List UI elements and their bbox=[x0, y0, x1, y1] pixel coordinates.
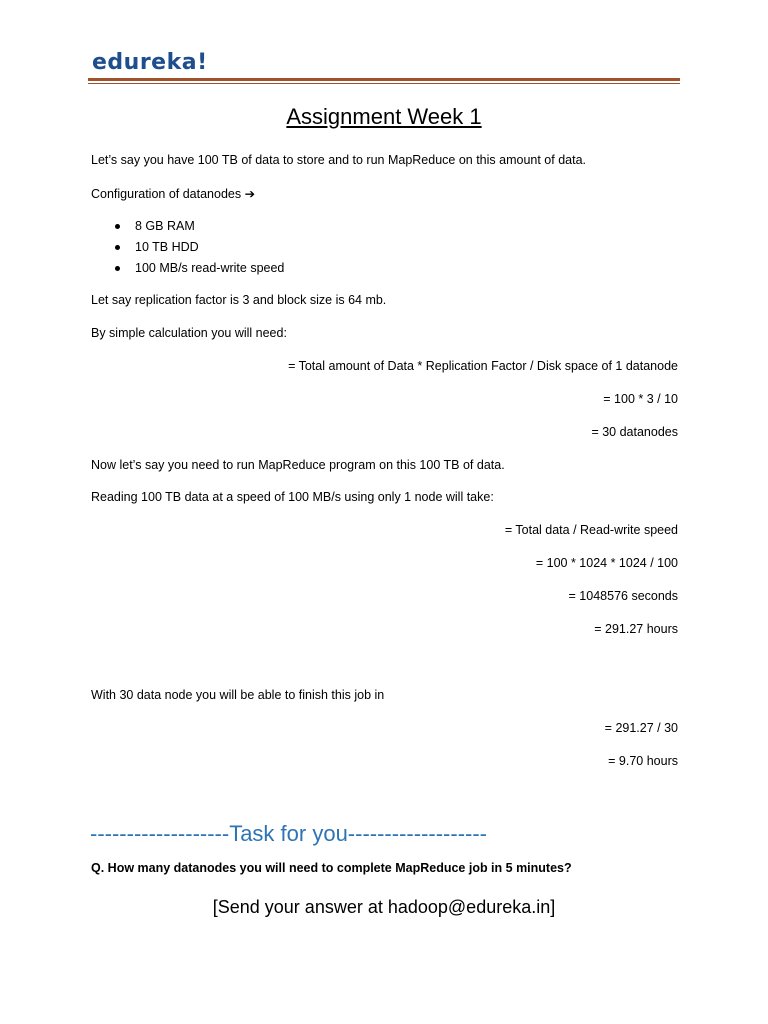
bullet-icon bbox=[115, 266, 120, 271]
calc2-line: = Total data / Read-write speed bbox=[504, 523, 678, 537]
header-rule-thick bbox=[88, 78, 680, 81]
list-item-text: 8 GB RAM bbox=[135, 219, 195, 233]
page-title: Assignment Week 1 bbox=[286, 104, 482, 129]
list-item bbox=[91, 260, 284, 281]
right-arrow-icon: ➔ bbox=[244, 187, 256, 201]
calc3-line: = 291.27 / 30 bbox=[604, 721, 678, 735]
calc2-line: = 291.27 hours bbox=[594, 622, 678, 636]
config-line bbox=[91, 186, 255, 201]
calc2-line: = 100 * 1024 * 1024 / 100 bbox=[535, 556, 678, 570]
bullet-icon bbox=[115, 224, 120, 229]
task-question: Q. How many datanodes you will need to complete MapReduce job in 5 minutes? bbox=[91, 861, 572, 875]
calc1-line: = Total amount of Data * Replication Factor / Disk space of 1 datanode bbox=[288, 359, 678, 373]
list-item-text: 100 MB/s read-write speed bbox=[135, 261, 285, 275]
reading-paragraph: Reading 100 TB data at a speed of 100 MB/s using only 1 node will take: bbox=[91, 490, 494, 504]
nodes-paragraph: With 30 data node you will be able to finish this job in bbox=[91, 688, 385, 702]
config-label: Configuration of datanodes bbox=[91, 187, 242, 201]
send-answer-line: [Send your answer at hadoop@edureka.in] bbox=[212, 897, 556, 917]
list-item bbox=[91, 239, 284, 260]
calc2-line: = 1048576 seconds bbox=[568, 589, 678, 603]
calc1-line: = 30 datanodes bbox=[591, 425, 678, 439]
task-heading: -------------------Task for you------------------- bbox=[90, 821, 487, 846]
intro-paragraph: Let’s say you have 100 TB of data to store and to run MapReduce on this amount of data. bbox=[91, 153, 586, 167]
list-item-text: 10 TB HDD bbox=[135, 240, 199, 254]
calc-intro-paragraph: By simple calculation you will need: bbox=[91, 326, 287, 340]
list-item bbox=[91, 218, 284, 239]
bullet-icon bbox=[115, 245, 120, 250]
config-list bbox=[91, 218, 284, 281]
replication-paragraph: Let say replication factor is 3 and block size is 64 mb. bbox=[91, 293, 387, 307]
header-rule-thin bbox=[88, 83, 680, 84]
calc3-line: = 9.70 hours bbox=[608, 754, 678, 768]
mapreduce-paragraph: Now let’s say you need to run MapReduce program on this 100 TB of data. bbox=[91, 458, 505, 472]
edureka-logo: edureka! bbox=[92, 50, 208, 75]
calc1-line: = 100 * 3 / 10 bbox=[603, 392, 678, 406]
